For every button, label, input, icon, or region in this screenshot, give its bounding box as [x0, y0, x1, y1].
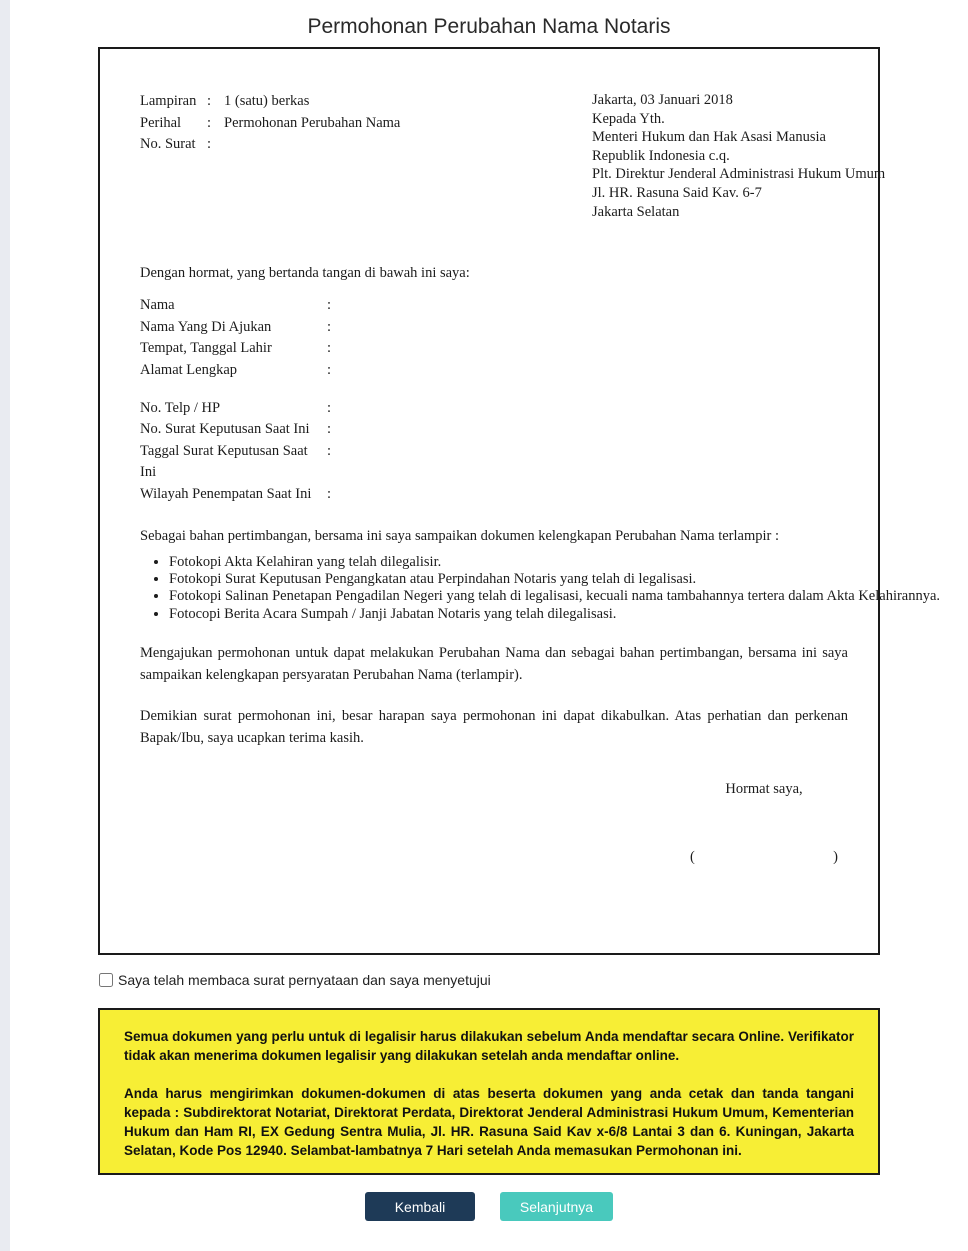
paren-open: ( [690, 849, 695, 866]
signature-name-slot [690, 849, 838, 866]
attachment-item: • Fotokopi Salinan Penetapan Pengadilan Negeri yang telah di legalisasi, kecuali nama tambahannya tertera dalam Akta Kelahirannya. [169, 588, 848, 605]
signature-block [690, 781, 838, 866]
field-colon: : [327, 340, 332, 357]
letter-paragraph-request: Mengajukan permohonan untuk dapat melakukan Perubahan Nama dan sebagai bahan pertimbangan, bersama ini saya sampaikan kelengkapan persyaratan Perubahan Nama (terlampir). [140, 645, 848, 683]
field-label: Nama Yang Di Ajukan [140, 318, 272, 335]
recipient-line: Jakarta Selatan [592, 203, 680, 220]
meta-label: Lampiran [140, 93, 197, 110]
page-title: Permohonan Perubahan Nama Notaris [307, 15, 671, 38]
meta-value: 1 (satu) berkas [224, 93, 310, 110]
field-label: No. Telp / HP [140, 399, 221, 416]
notice-box [98, 1008, 880, 1175]
field-colon: : [327, 297, 332, 314]
back-button[interactable]: Kembali [365, 1192, 475, 1221]
meta-row-no-surat [140, 134, 592, 156]
recipient-line: Jakarta, 03 Januari 2018 [592, 92, 733, 109]
recipient-line: Jl. HR. Rasuna Said Kav. 6-7 [592, 185, 762, 202]
notice-paragraph-pengiriman: Anda harus mengirimkan dokumen-dokumen di atas beserta dokumen yang anda cetak dan tanda tangani kepada : Subdirektorat Notariat, Direktorat Perdata, Direktorat Jenderal Administrasi Hukum Umum, Kementerian Hukum dan Ham RI, EX Gedung Sentra Mulia, Jl. HR. Rasuna Said Kav x-6/8 Lantai 3 dan 6. Kuningan, Jakarta Selatan, Kode Pos 12940. Selambat-lambatnya 7 Hari setelah Anda memasukan Permohonan ini. [124, 1086, 854, 1159]
field-row-telp [140, 398, 848, 420]
field-row-nama [140, 295, 848, 317]
signature-closing: Hormat saya, [725, 781, 803, 798]
field-label: Nama [140, 297, 175, 314]
field-colon: : [327, 399, 332, 416]
action-buttons [10, 1192, 968, 1221]
agreement-checkbox[interactable] [99, 973, 113, 987]
paren-close: ) [833, 849, 838, 866]
notice-paragraph-legalisir: Semua dokumen yang perlu untuk di legalisir harus dilakukan sebelum Anda mendaftar secara Online. Verifikator tidak akan menerima dokumen legalisir yang dilakukan setelah anda mendaftar online. [124, 1029, 854, 1064]
attachments-list [140, 553, 941, 624]
meta-row-lampiran [140, 91, 592, 113]
field-row-nama-diajukan [140, 317, 848, 339]
field-colon: : [327, 421, 332, 438]
meta-value: Permohonan Perubahan Nama [224, 114, 401, 131]
field-colon: : [327, 486, 332, 502]
next-button[interactable]: Selanjutnya [500, 1192, 613, 1221]
agreement-row [98, 972, 880, 988]
field-row-wilayah [140, 484, 848, 506]
meta-label: No. Surat [140, 136, 196, 153]
field-colon: : [327, 442, 332, 459]
letter-header [140, 91, 886, 221]
recipient-line: Republik Indonesia c.q. [592, 147, 730, 164]
field-label: Tempat, Tanggal Lahir [140, 340, 272, 357]
meta-label: Perihal [140, 114, 182, 131]
attachment-item: • Fotocopi Berita Acara Sumpah / Janji Jabatan Notaris yang telah dilegalisasi. [169, 606, 848, 623]
meta-colon: : [207, 93, 212, 110]
letter-salutation: Dengan hormat, yang bertanda tangan di bawah ini saya: [140, 265, 470, 282]
field-row-alamat [140, 360, 848, 382]
field-row-tanggal-sk [140, 441, 848, 484]
field-colon: : [327, 362, 332, 379]
content-card [10, 0, 968, 1251]
fields-group-identity [140, 295, 848, 381]
attachments-intro: Sebagai bahan pertimbangan, bersama ini saya sampaikan dokumen kelengkapan Perubahan Nama terlampir : [140, 527, 779, 544]
field-label: No. Surat Keputusan Saat Ini [140, 421, 310, 438]
attachment-item: • Fotokopi Surat Keputusan Pengangkatan atau Perpindahan Notaris yang telah di legalisasi. [169, 571, 848, 588]
recipient-line: Plt. Direktur Jenderal Administrasi Hukum Umum [592, 166, 886, 183]
recipient-line: Menteri Hukum dan Hak Asasi Manusia [592, 129, 826, 146]
field-label: Alamat Lengkap [140, 362, 238, 379]
fields-group-sk [140, 398, 848, 506]
meta-row-perihal [140, 113, 592, 135]
letter-recipient-block [592, 91, 885, 221]
field-colon: : [327, 318, 332, 335]
meta-colon: : [207, 114, 212, 131]
field-label: Wilayah Penempatan Saat Ini [140, 486, 312, 502]
recipient-line: Kepada Yth. [592, 110, 665, 127]
field-row-tempat-tanggal-lahir [140, 338, 848, 360]
agreement-label[interactable]: Saya telah membaca surat pernyataan dan saya menyetujui [118, 972, 491, 989]
field-label: Taggal Surat Keputusan Saat Ini [140, 442, 308, 481]
letter-document [98, 47, 941, 955]
letter-meta [140, 91, 592, 221]
meta-colon: : [207, 136, 212, 153]
attachment-item: • Fotokopi Akta Kelahiran yang telah dilegalisir. [169, 554, 848, 571]
letter-paragraph-closing: Demikian surat permohonan ini, besar harapan saya permohonan ini dapat dikabulkan. Atas perhatian dan perkenan Bapak/Ibu, saya ucapkan terima kasih. [140, 708, 848, 746]
field-row-no-sk [140, 419, 848, 441]
